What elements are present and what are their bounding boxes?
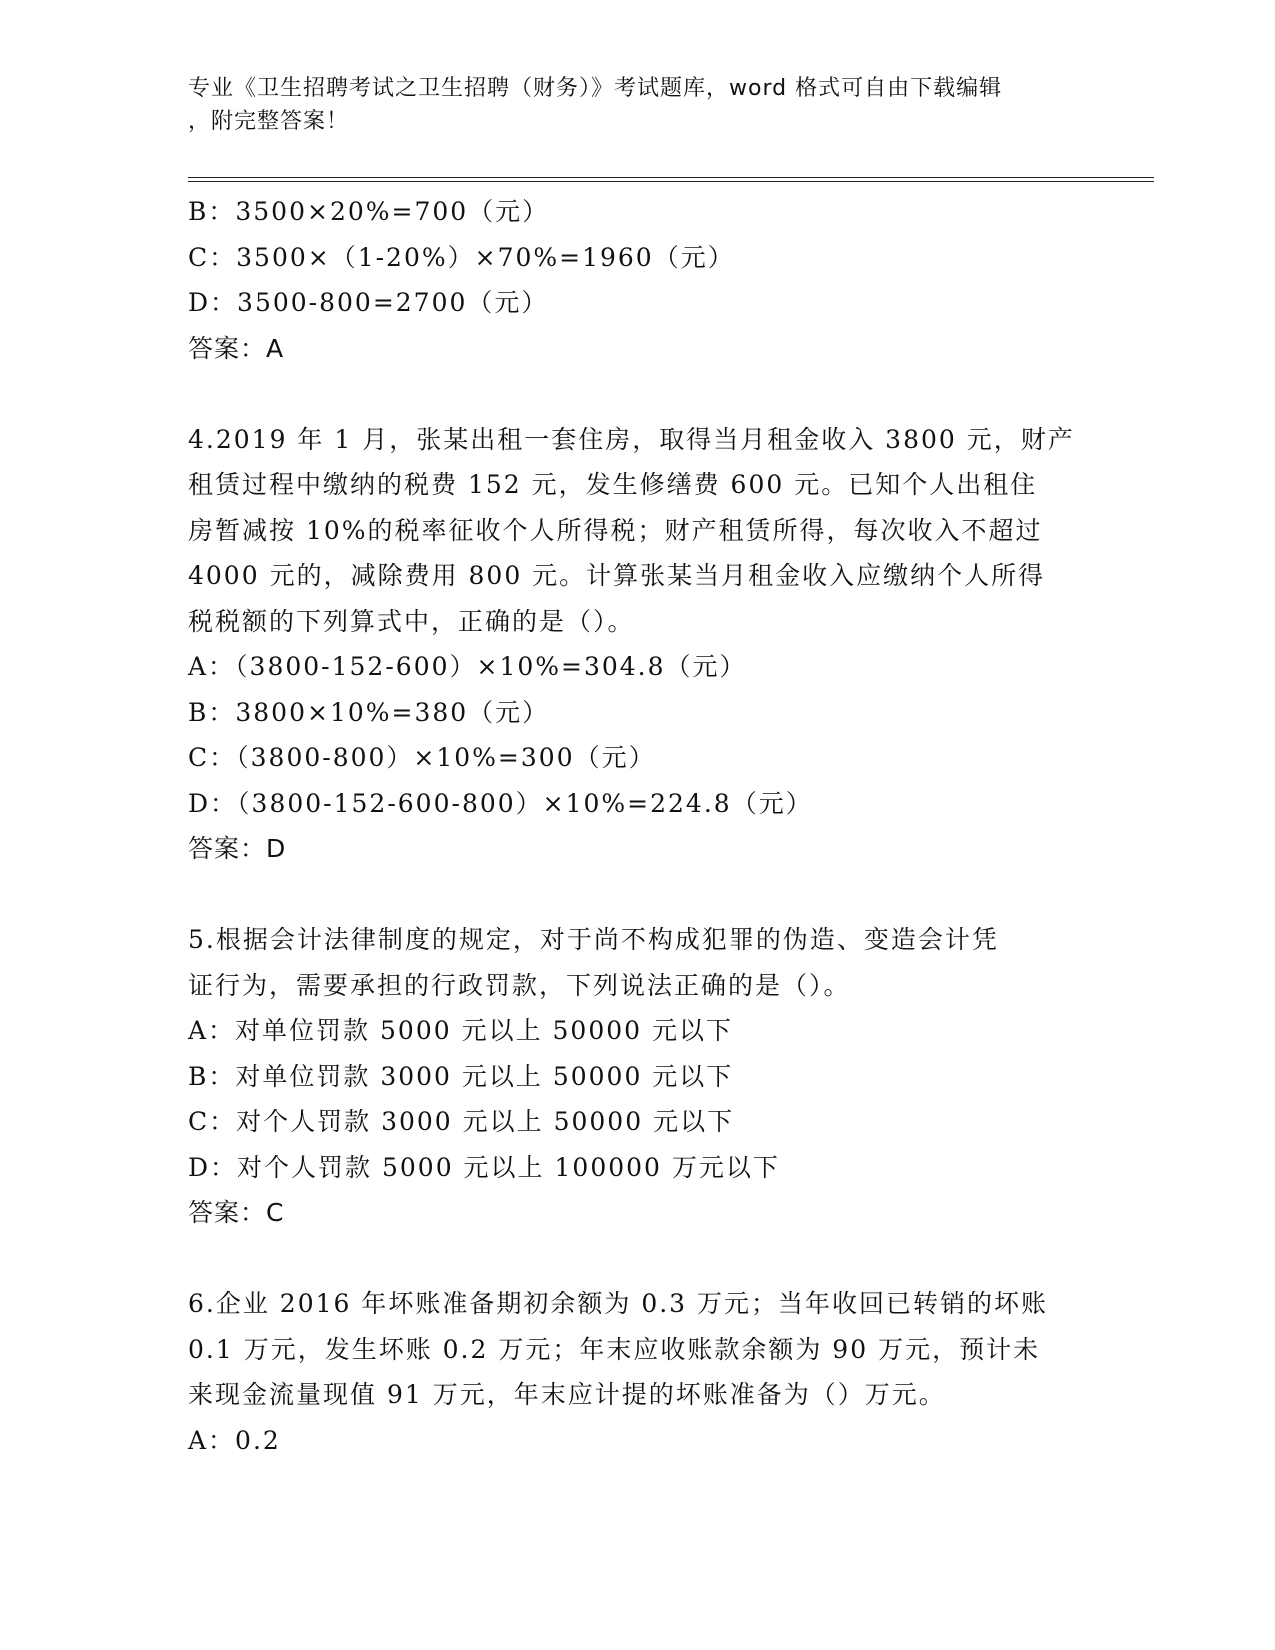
q6-stem-line: 6.企业 2016 年坏账准备期初余额为 0.3 万元；当年收回已转销的坏账 (188, 1289, 1049, 1318)
q6-option-a: A：0.2 (188, 1425, 281, 1455)
q4-stem-line: 房暂减按 10%的税率征收个人所得税；财产租赁所得，每次收入不超过 (188, 515, 1043, 545)
q4-option-c: C：（3800-800）×10%=300（元） (188, 743, 656, 772)
question-5 (188, 917, 1088, 1236)
q4-option-b: B：3800×10%=380（元） (188, 697, 550, 727)
q5-option-c: C：对个人罚款 3000 元以上 50000 元以下 (188, 1107, 735, 1136)
header-title-line-2: ，附完整答案！ (188, 109, 350, 134)
header-title-line-1: 专业《卫生招聘考试之卫生招聘（财务）》考试题库，word 格式可自由下载编辑 (188, 76, 1003, 101)
q4-stem-line: 4.2019 年 1 月，张某出租一套住房，取得当月租金收入 3800 元，财产 (188, 424, 1075, 454)
q5-answer: 答案：C (188, 1198, 285, 1227)
q6-stem-line: 0.1 万元，发生坏账 0.2 万元；年末应收账款余额为 90 万元，预计未 (188, 1334, 1041, 1364)
question-3-tail (188, 189, 1088, 371)
question-6 (188, 1281, 1088, 1463)
q3-option-d: D：3500-800=2700（元） (188, 288, 549, 317)
q4-stem-line: 租赁过程中缴纳的税费 152 元，发生修缮费 600 元。已知个人出租住 (188, 470, 1038, 499)
q5-stem-line: 证行为，需要承担的行政罚款，下列说法正确的是（）。 (188, 970, 851, 1000)
question-content (188, 189, 1088, 1463)
page-header (188, 72, 1088, 138)
spacer (188, 1236, 1088, 1282)
q5-stem-line: 5.根据会计法律制度的规定，对于尚不构成犯罪的伪造、变造会计凭 (188, 925, 999, 954)
q4-option-d: D：（3800-152-600-800）×10%=224.8（元） (188, 788, 813, 818)
q5-option-d: D：对个人罚款 5000 元以上 100000 万元以下 (188, 1152, 780, 1182)
q4-stem-line: 4000 元的，减除费用 800 元。计算张某当月租金收入应缴纳个人所得 (188, 561, 1046, 590)
q4-answer: 答案：D (188, 834, 287, 863)
q3-answer: 答案：A (188, 333, 285, 363)
q6-stem-line: 来现金流量现值 91 万元，年末应计提的坏账准备为（）万元。 (188, 1380, 946, 1409)
header-double-rule (188, 177, 1154, 182)
spacer (188, 371, 1088, 417)
spacer (188, 872, 1088, 918)
q3-option-b: B：3500×20%=700（元） (188, 197, 550, 226)
q4-option-a: A：（3800-152-600）×10%=304.8（元） (188, 652, 747, 681)
q4-stem-line: 税税额的下列算式中，正确的是（）。 (188, 606, 635, 636)
q3-option-c: C：3500×（1-20%）×70%=1960（元） (188, 242, 735, 272)
q5-option-b: B：对单位罚款 3000 元以上 50000 元以下 (188, 1061, 734, 1091)
q5-option-a: A：对单位罚款 5000 元以上 50000 元以下 (188, 1016, 733, 1045)
question-4 (188, 417, 1088, 872)
